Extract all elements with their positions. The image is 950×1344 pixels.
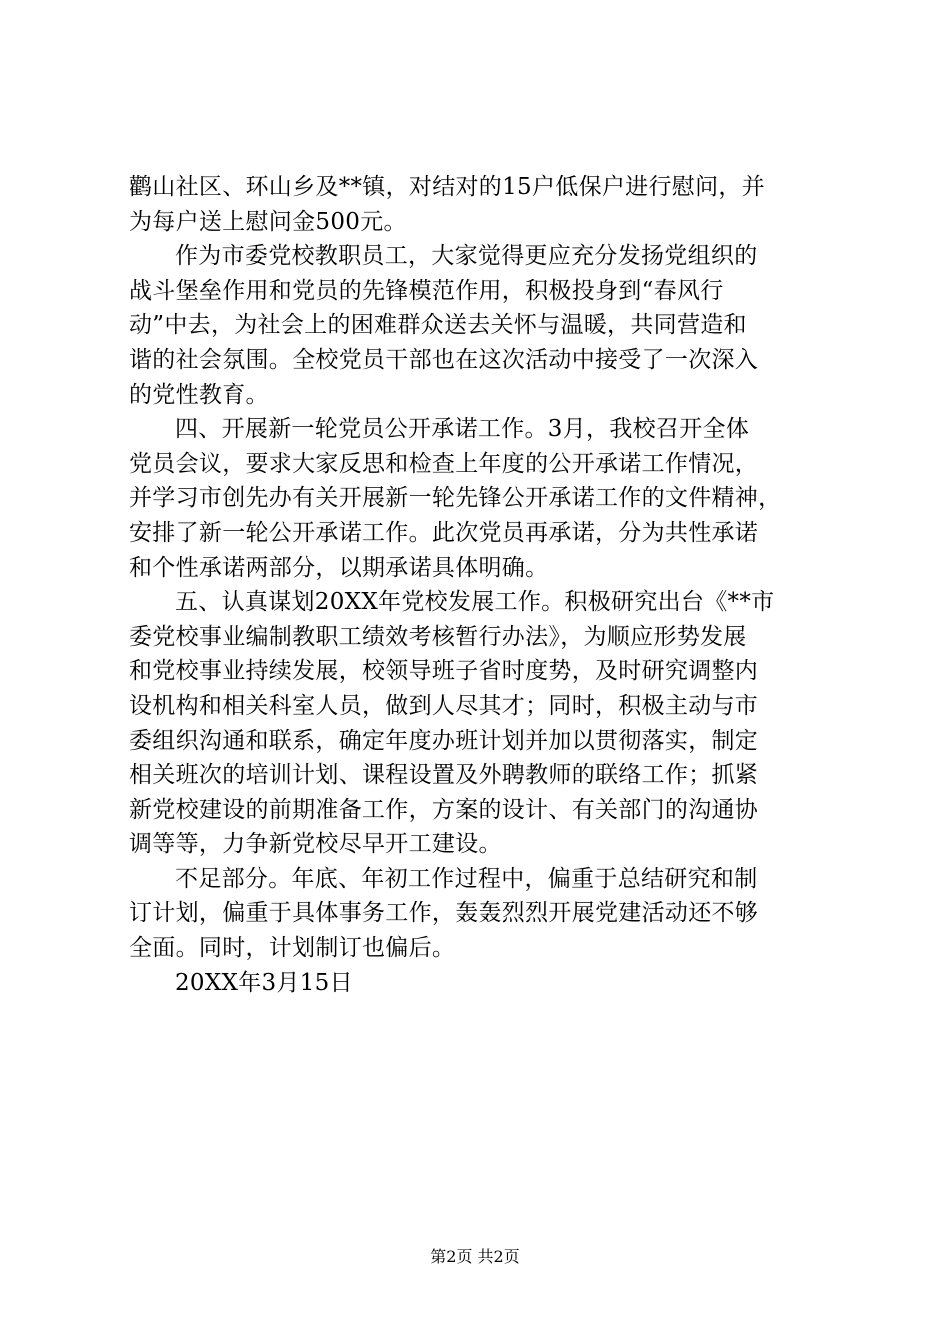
text-line: 动”中去，为社会上的困难群众送去关怀与温暖，共同营造和 bbox=[129, 312, 747, 339]
text-line: 战斗堡垒作用和党员的先锋模范作用，积极投身到“春风行 bbox=[129, 277, 724, 304]
text-line: 和个性承诺两部分，以期承诺具体明确。 bbox=[129, 554, 549, 581]
text-line: 调等等，力争新党校尽早开工建设。 bbox=[129, 831, 502, 858]
text-line: 并学习市创先办有关开展新一轮先锋公开承诺工作的文件精神， bbox=[129, 485, 782, 512]
paragraph-start-line: 作为市委党校教职员工，大家觉得更应充分发扬党组织的 bbox=[175, 243, 758, 270]
section-four-heading-line: 四、开展新一轮党员公开承诺工作。3月，我校召开全体 bbox=[175, 416, 750, 443]
text-line: 订计划，偏重于具体事务工作，轰轰烈烈开展党建活动还不够 bbox=[129, 900, 759, 927]
shortcomings-paragraph-line: 不足部分。年底、年初工作过程中，偏重于总结研究和制 bbox=[175, 865, 758, 892]
text-line: 相关班次的培训计划、课程设置及外聘教师的联络工作；抓紧 bbox=[129, 762, 759, 789]
text-line: 安排了新一轮公开承诺工作。此次党员再承诺，分为共性承诺 bbox=[129, 519, 759, 546]
text-line: 设机构和相关科室人员，做到人尽其才；同时，积极主动与市 bbox=[129, 692, 759, 719]
page-footer: 第2页 共2页 bbox=[430, 1247, 520, 1266]
text-line: 新党校建设的前期准备工作，方案的设计、有关部门的沟通协 bbox=[129, 796, 759, 823]
text-line: 为每户送上慰问金500元。 bbox=[129, 208, 407, 235]
text-line: 的党性教育。 bbox=[129, 381, 269, 408]
text-line: 谐的社会氛围。全校党员干部也在这次活动中接受了一次深入 bbox=[129, 346, 759, 373]
text-line: 全面。同时，计划制订也偏后。 bbox=[129, 935, 456, 962]
text-line: 和党校事业持续发展，校领导班子省时度势，及时研究调整内 bbox=[129, 658, 759, 685]
text-line: 委党校事业编制教职工绩效考核暂行办法》，为顺应形势发展 bbox=[129, 623, 747, 650]
document-body bbox=[129, 170, 829, 1000]
text-line: 鹳山社区、环山乡及**镇，对结对的15户低保户进行慰问，并 bbox=[129, 174, 765, 200]
document-date: 20XX年3月15日 bbox=[175, 969, 353, 996]
section-five-heading-line: 五、认真谋划20XX年党校发展工作。积极研究出台《**市 bbox=[175, 589, 775, 616]
text-line: 委组织沟通和联系，确定年度办班计划并加以贯彻落实，制定 bbox=[129, 727, 759, 754]
text-line: 党员会议，要求大家反思和检查上年度的公开承诺工作情况， bbox=[129, 450, 759, 477]
